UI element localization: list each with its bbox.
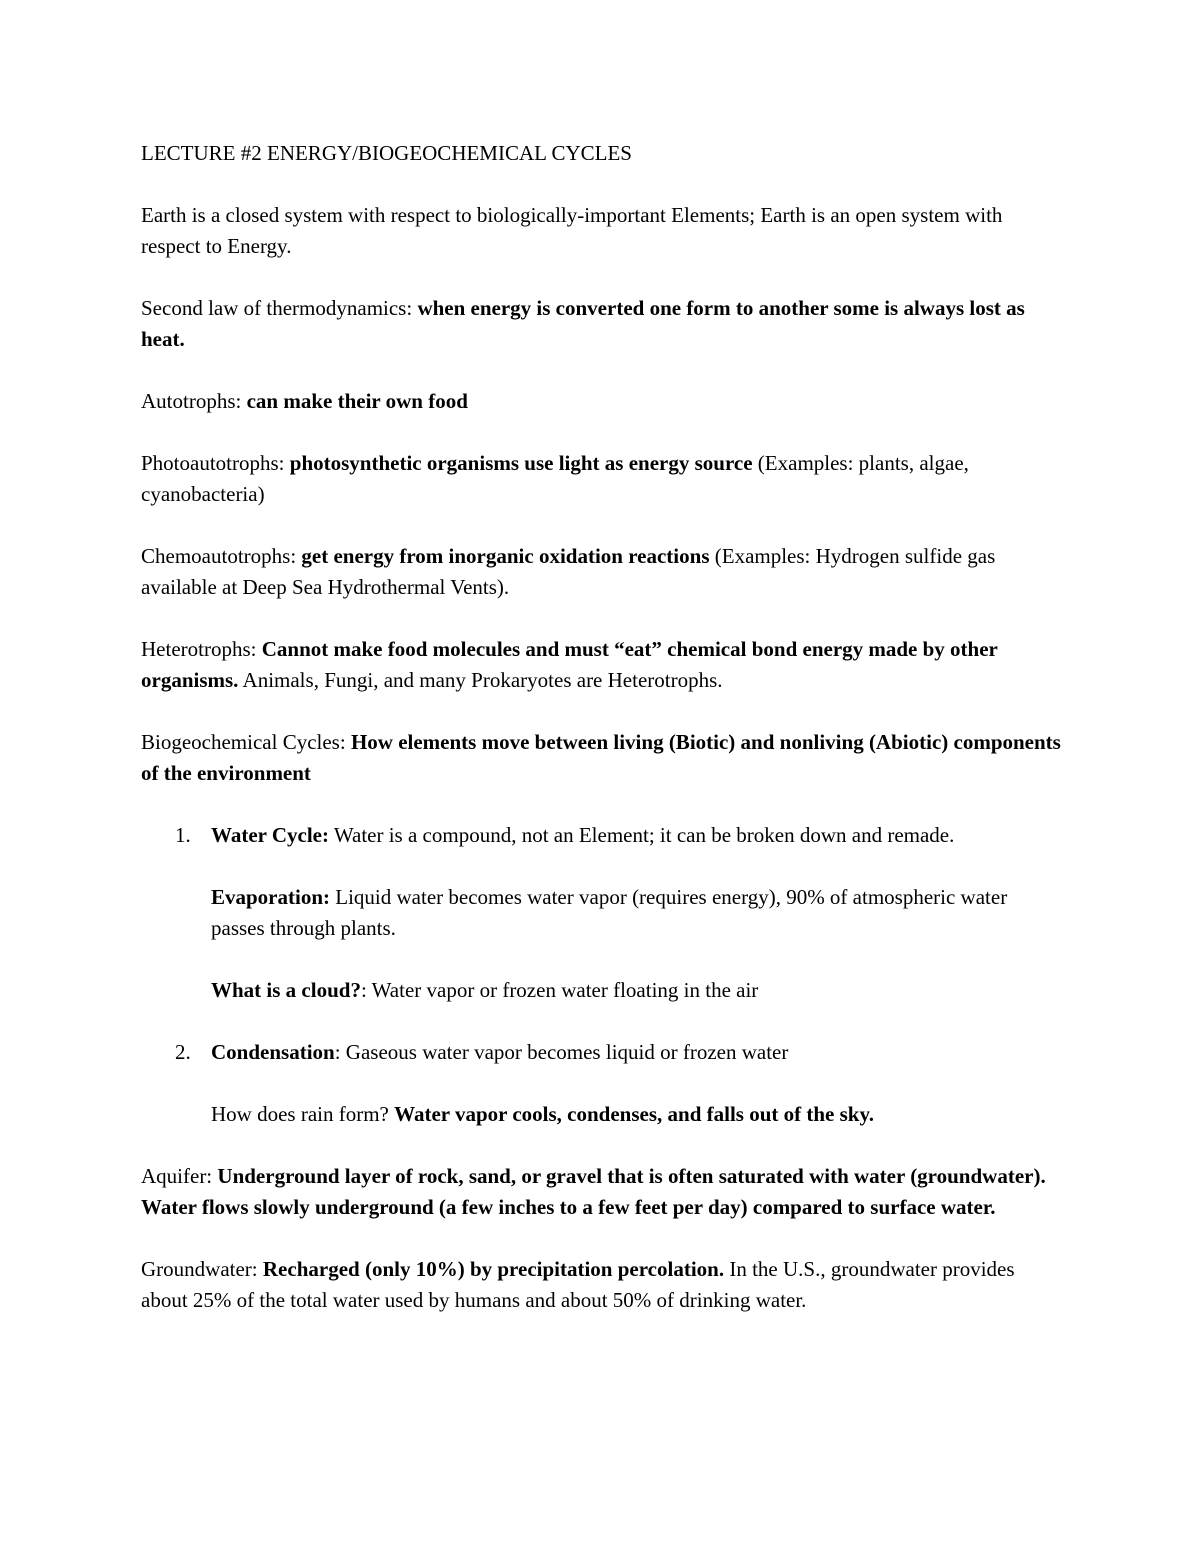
- sub-text: : Water vapor or frozen water floating in the air: [360, 978, 759, 1002]
- term-examples: (Examples: plants, algae, cyanobacteria): [141, 451, 969, 506]
- term-definition: when energy is converted one form to another some is always lost as heat.: [141, 296, 1025, 351]
- list-item-heading: Water Cycle:: [211, 823, 329, 847]
- term-label: Second law of thermodynamics:: [141, 296, 418, 320]
- paragraph-heterotrophs: [141, 634, 1066, 696]
- sub-heading: Water vapor cools, condenses, and falls out of the sky.: [394, 1102, 875, 1126]
- term-definition: photosynthetic organisms use light as energy source: [289, 451, 753, 475]
- term-definition: Underground layer of rock, sand, or gravel that is often saturated with water (groundwater). Water flows slowly underground (a few inches to a few feet per day) compared to surface water.: [141, 1164, 1046, 1219]
- term-definition: Cannot make food molecules and must “eat” chemical bond energy made by other organisms.: [141, 637, 998, 692]
- term-label: Chemoautotrophs:: [141, 544, 302, 568]
- list-item-text: : Gaseous water vapor becomes liquid or frozen water: [334, 1040, 789, 1064]
- paragraph-closed-system: Earth is a closed system with respect to biologically-important Elements; Earth is an open system with respect to Energy.: [141, 203, 1003, 258]
- list-number: 2.: [175, 1040, 191, 1064]
- term-definition: Recharged (only 10%) by precipitation percolation.: [262, 1257, 725, 1281]
- list-item-water-cycle: [141, 820, 1066, 851]
- term-label: Heterotrophs:: [141, 637, 262, 661]
- sub-text: Liquid water becomes water vapor (requires energy), 90% of atmospheric water passes through plants.: [211, 885, 1008, 940]
- term-definition: How elements move between living (Biotic) and nonliving (Abiotic) components of the environment: [141, 730, 1061, 785]
- term-definition: get energy from inorganic oxidation reactions: [301, 544, 710, 568]
- paragraph-second-law: [141, 293, 1066, 355]
- page-title: LECTURE #2 ENERGY/BIOGEOCHEMICAL CYCLES: [141, 141, 632, 165]
- term-examples: Animals, Fungi, and many Prokaryotes are Heterotrophs.: [238, 668, 723, 692]
- list-item-condensation: [141, 1037, 1066, 1068]
- list-number: 1.: [175, 823, 191, 847]
- paragraph-biogeochemical-cycles: [141, 727, 1066, 789]
- term-label: Biogeochemical Cycles:: [141, 730, 351, 754]
- list-item-heading: Condensation: [211, 1040, 335, 1064]
- term-examples: (Examples: Hydrogen sulfide gas available at Deep Sea Hydrothermal Vents).: [141, 544, 996, 599]
- sub-text: How does rain form?: [211, 1102, 395, 1126]
- term-label: Autotrophs:: [141, 389, 247, 413]
- numbered-list: [141, 820, 1066, 1130]
- term-examples: In the U.S., groundwater provides about 25% of the total water used by humans and about 50% of drinking water.: [141, 1257, 1015, 1312]
- paragraph-photoautotrophs: [141, 448, 1066, 510]
- document-page: [141, 138, 1066, 1347]
- sub-paragraph-evaporation: [141, 882, 1066, 944]
- term-label: Groundwater:: [141, 1257, 263, 1281]
- sub-paragraph-cloud: [141, 975, 1066, 1006]
- list-item-text: Water is a compound, not an Element; it can be broken down and remade.: [328, 823, 955, 847]
- term-label: Aquifer:: [141, 1164, 218, 1188]
- paragraph-groundwater: [141, 1254, 1066, 1316]
- paragraph-autotrophs: [141, 386, 1066, 417]
- sub-heading: Evaporation:: [211, 885, 331, 909]
- paragraph-chemoautotrophs: [141, 541, 1066, 603]
- term-definition: can make their own food: [246, 389, 468, 413]
- term-label: Photoautotrophs:: [141, 451, 290, 475]
- paragraph-aquifer: [141, 1161, 1066, 1223]
- sub-paragraph-rain: [141, 1099, 1066, 1130]
- sub-heading: What is a cloud?: [211, 978, 361, 1002]
